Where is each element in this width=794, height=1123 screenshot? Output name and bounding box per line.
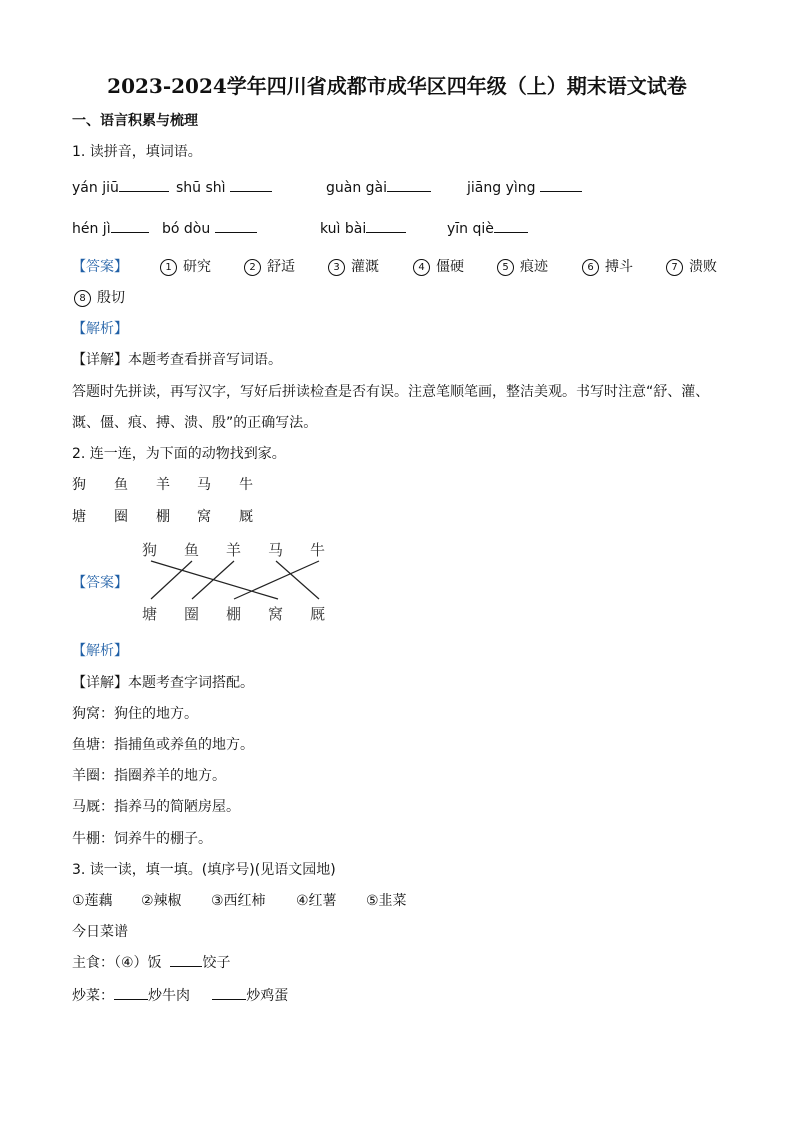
animal-char: 羊 xyxy=(156,477,170,493)
section-heading: 一、语言积累与梳理 xyxy=(72,113,198,129)
match-line xyxy=(234,561,319,599)
match-line xyxy=(192,561,234,599)
fig-animal: 狗 xyxy=(142,541,158,559)
dish-line: 炒菜： 炒牛肉 炒鸡蛋 xyxy=(72,988,289,1004)
explanation-line: 鱼塘：指捕鱼或养鱼的地方。 xyxy=(72,737,254,753)
home-char: 厩 xyxy=(239,509,253,525)
fig-home: 圈 xyxy=(184,605,200,623)
answer-item: 6 搏斗 xyxy=(582,256,633,276)
analysis-label: 【解析】 xyxy=(72,643,128,659)
option-item: ④红薯 xyxy=(296,893,337,909)
animal-char: 狗 xyxy=(72,477,86,493)
fig-animal: 羊 xyxy=(226,541,242,559)
explanation-line: 羊圈：指圈养羊的地方。 xyxy=(72,768,226,784)
pinyin-item: guàn gài xyxy=(326,179,431,196)
answer-label: 【答案】 xyxy=(72,575,128,591)
home-char: 棚 xyxy=(156,509,170,525)
explanation-line: 答题时先拼读，再写汉字，写好后拼读检查是否有误。注意笔顺笔画，整洁美观。书写时注意“舒、灌、 xyxy=(72,384,710,400)
explanation-line: 牛棚：饲养牛的棚子。 xyxy=(72,831,212,847)
analysis-label: 【解析】 xyxy=(72,321,128,337)
detail-line: 【详解】本题考查字词搭配。 xyxy=(72,675,254,691)
fig-animal: 牛 xyxy=(310,541,326,559)
pinyin-item: shū shì xyxy=(176,179,272,196)
fig-home: 厩 xyxy=(310,605,326,623)
answer-item: 5 痕迹 xyxy=(497,256,548,276)
animal-char: 鱼 xyxy=(114,477,128,493)
fig-home: 棚 xyxy=(226,605,242,623)
option-item: ②辣椒 xyxy=(141,893,182,909)
match-line xyxy=(276,561,319,599)
pinyin-item: jiāng yìng xyxy=(467,179,582,196)
home-char: 窝 xyxy=(197,509,211,525)
explanation-line: 马厩：指养马的简陋房屋。 xyxy=(72,799,240,815)
animal-char: 牛 xyxy=(239,477,253,493)
answer-item: 3 灌溉 xyxy=(328,256,379,276)
pinyin-item: yīn qiè xyxy=(447,220,528,237)
match-line xyxy=(151,561,278,599)
matching-figure xyxy=(136,535,342,627)
fig-home: 塘 xyxy=(142,605,158,623)
q1-prompt: 1. 读拼音，填词语。 xyxy=(72,144,202,160)
explanation-line: 溉、僵、痕、搏、溃、殷”的正确写法。 xyxy=(72,415,318,431)
pinyin-item: hén jì xyxy=(72,220,149,237)
answer-item: 7 溃败 xyxy=(666,256,717,276)
answer-label: 【答案】 xyxy=(72,259,128,275)
answer-item: 1 研究 xyxy=(160,256,211,276)
q2-prompt: 2. 连一连，为下面的动物找到家。 xyxy=(72,446,286,462)
animal-char: 马 xyxy=(197,477,211,493)
detail-line: 【详解】本题考查看拼音写词语。 xyxy=(72,352,282,368)
option-item: ⑤韭菜 xyxy=(366,893,407,909)
answer-item: 2 舒适 xyxy=(244,256,295,276)
page-title: 2023-2024学年四川省成都市成华区四年级（上）期末语文试卷 xyxy=(107,74,687,98)
staple-line: 主食：（④）饭 饺子 xyxy=(72,955,231,971)
fig-home: 窝 xyxy=(268,605,284,623)
home-char: 塘 xyxy=(72,509,86,525)
pinyin-item: bó dòu xyxy=(162,220,257,237)
answer-item: 4 僵硬 xyxy=(413,256,464,276)
menu-title: 今日菜谱 xyxy=(72,924,128,940)
q3-prompt: 3. 读一读，填一填。(填序号)(见语文园地) xyxy=(72,862,336,878)
pinyin-item: yán jiū xyxy=(72,179,169,196)
option-item: ③西红柿 xyxy=(211,893,266,909)
fig-animal: 马 xyxy=(268,541,284,559)
pinyin-item: kuì bài xyxy=(320,220,406,237)
explanation-line: 狗窝：狗住的地方。 xyxy=(72,706,198,722)
home-char: 圈 xyxy=(114,509,128,525)
option-item: ①莲藕 xyxy=(72,893,113,909)
fig-animal: 鱼 xyxy=(184,541,200,559)
answer-item: 8 殷切 xyxy=(74,287,125,307)
